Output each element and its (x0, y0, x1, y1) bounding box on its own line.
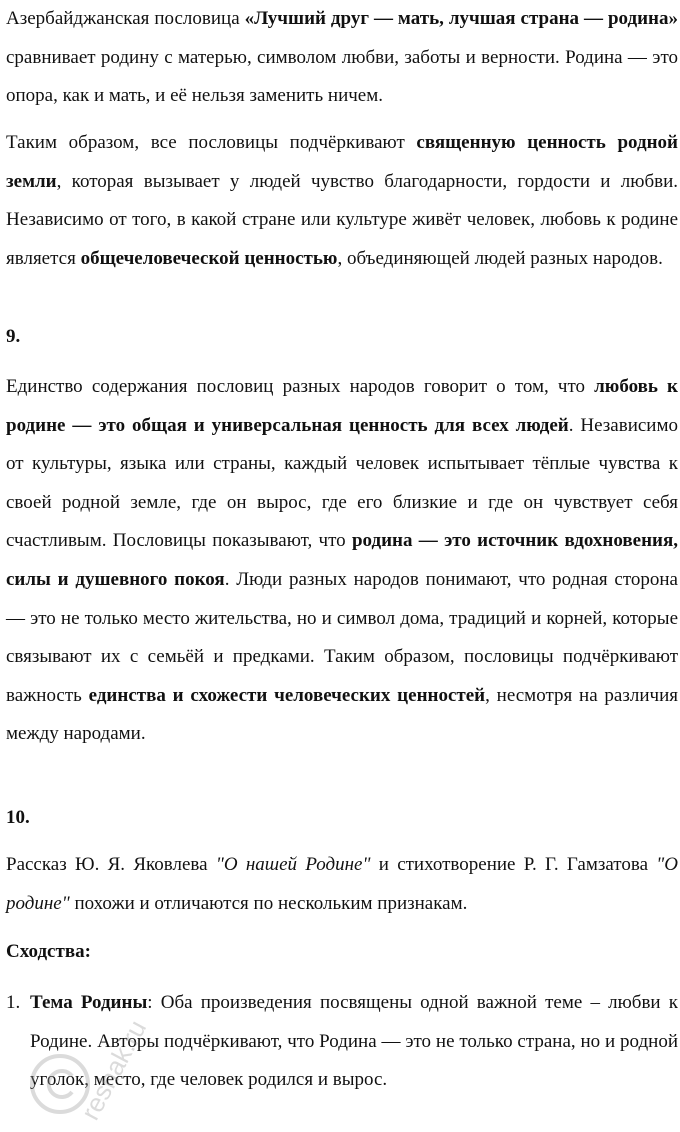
list-item-number: 1. (6, 992, 21, 1013)
paragraph-section-9 (6, 368, 678, 754)
italic-title: "О родине" (6, 854, 678, 914)
section-number-9: 9. (6, 326, 21, 347)
paragraph-azerbaijani-proverb (6, 0, 678, 116)
text-run: Таким образом, все пословицы подчёркивают (6, 132, 417, 153)
text-run: . Люди разных народов понимают, что родная сторона — это не только место жительства, но и символ дома, традиций и корней, которые связывают их с семьёй и предками. Таким образом, пословицы подчёркивают важность (6, 568, 678, 706)
bold-phrase: единства и схожести человеческих ценностей (88, 684, 486, 706)
bold-phrase: священную ценность родной земли (6, 132, 678, 192)
text-run: Рассказ Ю. Я. Яковлева (6, 854, 216, 875)
text-run: сравнивает родину с матерью, символом любви, заботы и верности. Родина — это опора, как и мать, и её нельзя заменить ничем. (6, 46, 678, 107)
text-run: Единство содержания пословиц разных народов говорит о том, что (6, 376, 595, 397)
text-run: , которая вызывает у людей чувство благодарности, гордости и любви. Независимо от того, в какой стране или культуре живёт человек, любовь к родине является (6, 170, 678, 269)
paragraph-section-10 (6, 846, 678, 923)
text-run: и стихотворение Р. Г. Гамзатова (370, 854, 657, 875)
section-number-10: 10. (6, 807, 30, 828)
text-run: . Независимо от культуры, языка или страны, каждый человек испытывает тёплые чувства к своей родной земле, где он вырос, где его близкие и где он чувствует себя счастливым. Пословицы показывают, что (6, 414, 679, 552)
similarities-heading: Сходства: (6, 941, 91, 962)
list-item (6, 984, 678, 1100)
text-run: , несмотря на различия между народами. (6, 684, 678, 745)
bold-phrase: родина — это источник вдохновения, силы и душевного покоя (6, 530, 678, 590)
bold-phrase: любовь к родине — это общая и универсальная ценность для всех людей (6, 376, 678, 436)
bold-phrase: общечеловеческой ценностью (80, 247, 338, 269)
bold-proverb: «Лучший друг — мать, лучшая страна — родина» (244, 8, 679, 29)
watermark-text: reshak.ru (74, 1015, 153, 1125)
text-run: , объединяющей людей разных народов. (337, 247, 663, 269)
paragraph-conclusion (6, 124, 678, 278)
text-run: Азербайджанская пословица (6, 8, 245, 29)
text-run: : Оба произведения посвящены одной важной теме – любви к Родине. Авторы подчёркивают, что Родина — это не только страна, но и родной уголок, место, где человек родился и вырос. (30, 992, 678, 1091)
italic-title: "О нашей Родине" (215, 854, 371, 875)
text-run: похожи и отличаются по нескольким признакам. (69, 892, 468, 914)
bold-term: Тема Родины (30, 992, 148, 1013)
